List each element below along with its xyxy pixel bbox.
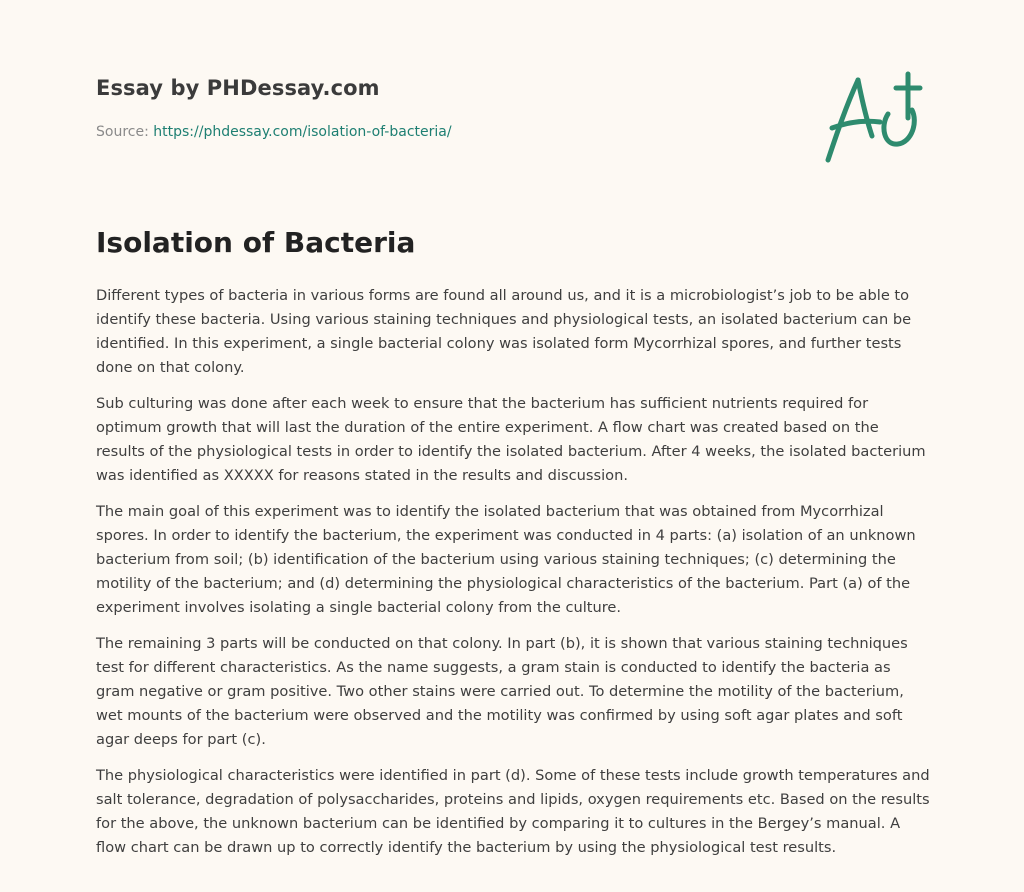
- source-label: Source:: [96, 124, 149, 140]
- source-line: [96, 124, 452, 140]
- paragraph: The remaining 3 parts will be conducted on that colony. In part (b), it is shown that various staining techniques test for different characteristics. As the name suggests, a gram stain is conducted to identify the bacteria as gram negative or gram positive. Two other stains were carried out. To determine the motility of the bacterium, wet mounts of the bacterium were observed and the motility was confirmed by using soft agar plates and soft agar deeps for part (c).: [96, 635, 908, 748]
- paragraph: Sub culturing was done after each week to ensure that the bacterium has sufficient nutrients required for optimum growth that will last the duration of the entire experiment. A flow chart was created based on the results of the physiological tests in order to identify the isolated bacterium. After 4 weeks, the isolated bacterium was identified as XXXXX for reasons stated in the results and discussion.: [96, 395, 926, 484]
- essay-body: [96, 284, 932, 872]
- a-plus-grade-icon: [818, 66, 930, 166]
- source-link[interactable]: https://phdessay.com/isolation-of-bacteria/: [153, 124, 452, 140]
- document-title: Isolation of Bacteria: [96, 226, 416, 259]
- paragraph: The main goal of this experiment was to identify the isolated bacterium that was obtained from Mycorrhizal spores. In order to identify the bacterium, the experiment was conducted in 4 parts: (a) isolation of an unknown bacterium from soil; (b) identification of the bacterium using various staining techniques; (c) determining the motility of the bacterium; and (d) determining the physiological characteristics of the bacterium. Part (a) of the experiment involves isolating a single bacterial colony from the culture.: [96, 503, 916, 616]
- paragraph: The physiological characteristics were identified in part (d). Some of these tests include growth temperatures and salt tolerance, degradation of polysaccharides, proteins and lipids, oxygen requirements etc. Based on the results for the above, the unknown bacterium can be identified by comparing it to cultures in the Bergey’s manual. A flow chart can be drawn up to correctly identify the bacterium by using the physiological test results.: [96, 767, 930, 856]
- site-brand-title: Essay by PHDessay.com: [96, 76, 380, 100]
- paragraph: Different types of bacteria in various forms are found all around us, and it is a microbiologist’s job to be able to identify these bacteria. Using various staining techniques and physiological tests, an isolated bacterium can be identified. In this experiment, a single bacterial colony was isolated form Mycorrhizal spores, and further tests done on that colony.: [96, 287, 912, 376]
